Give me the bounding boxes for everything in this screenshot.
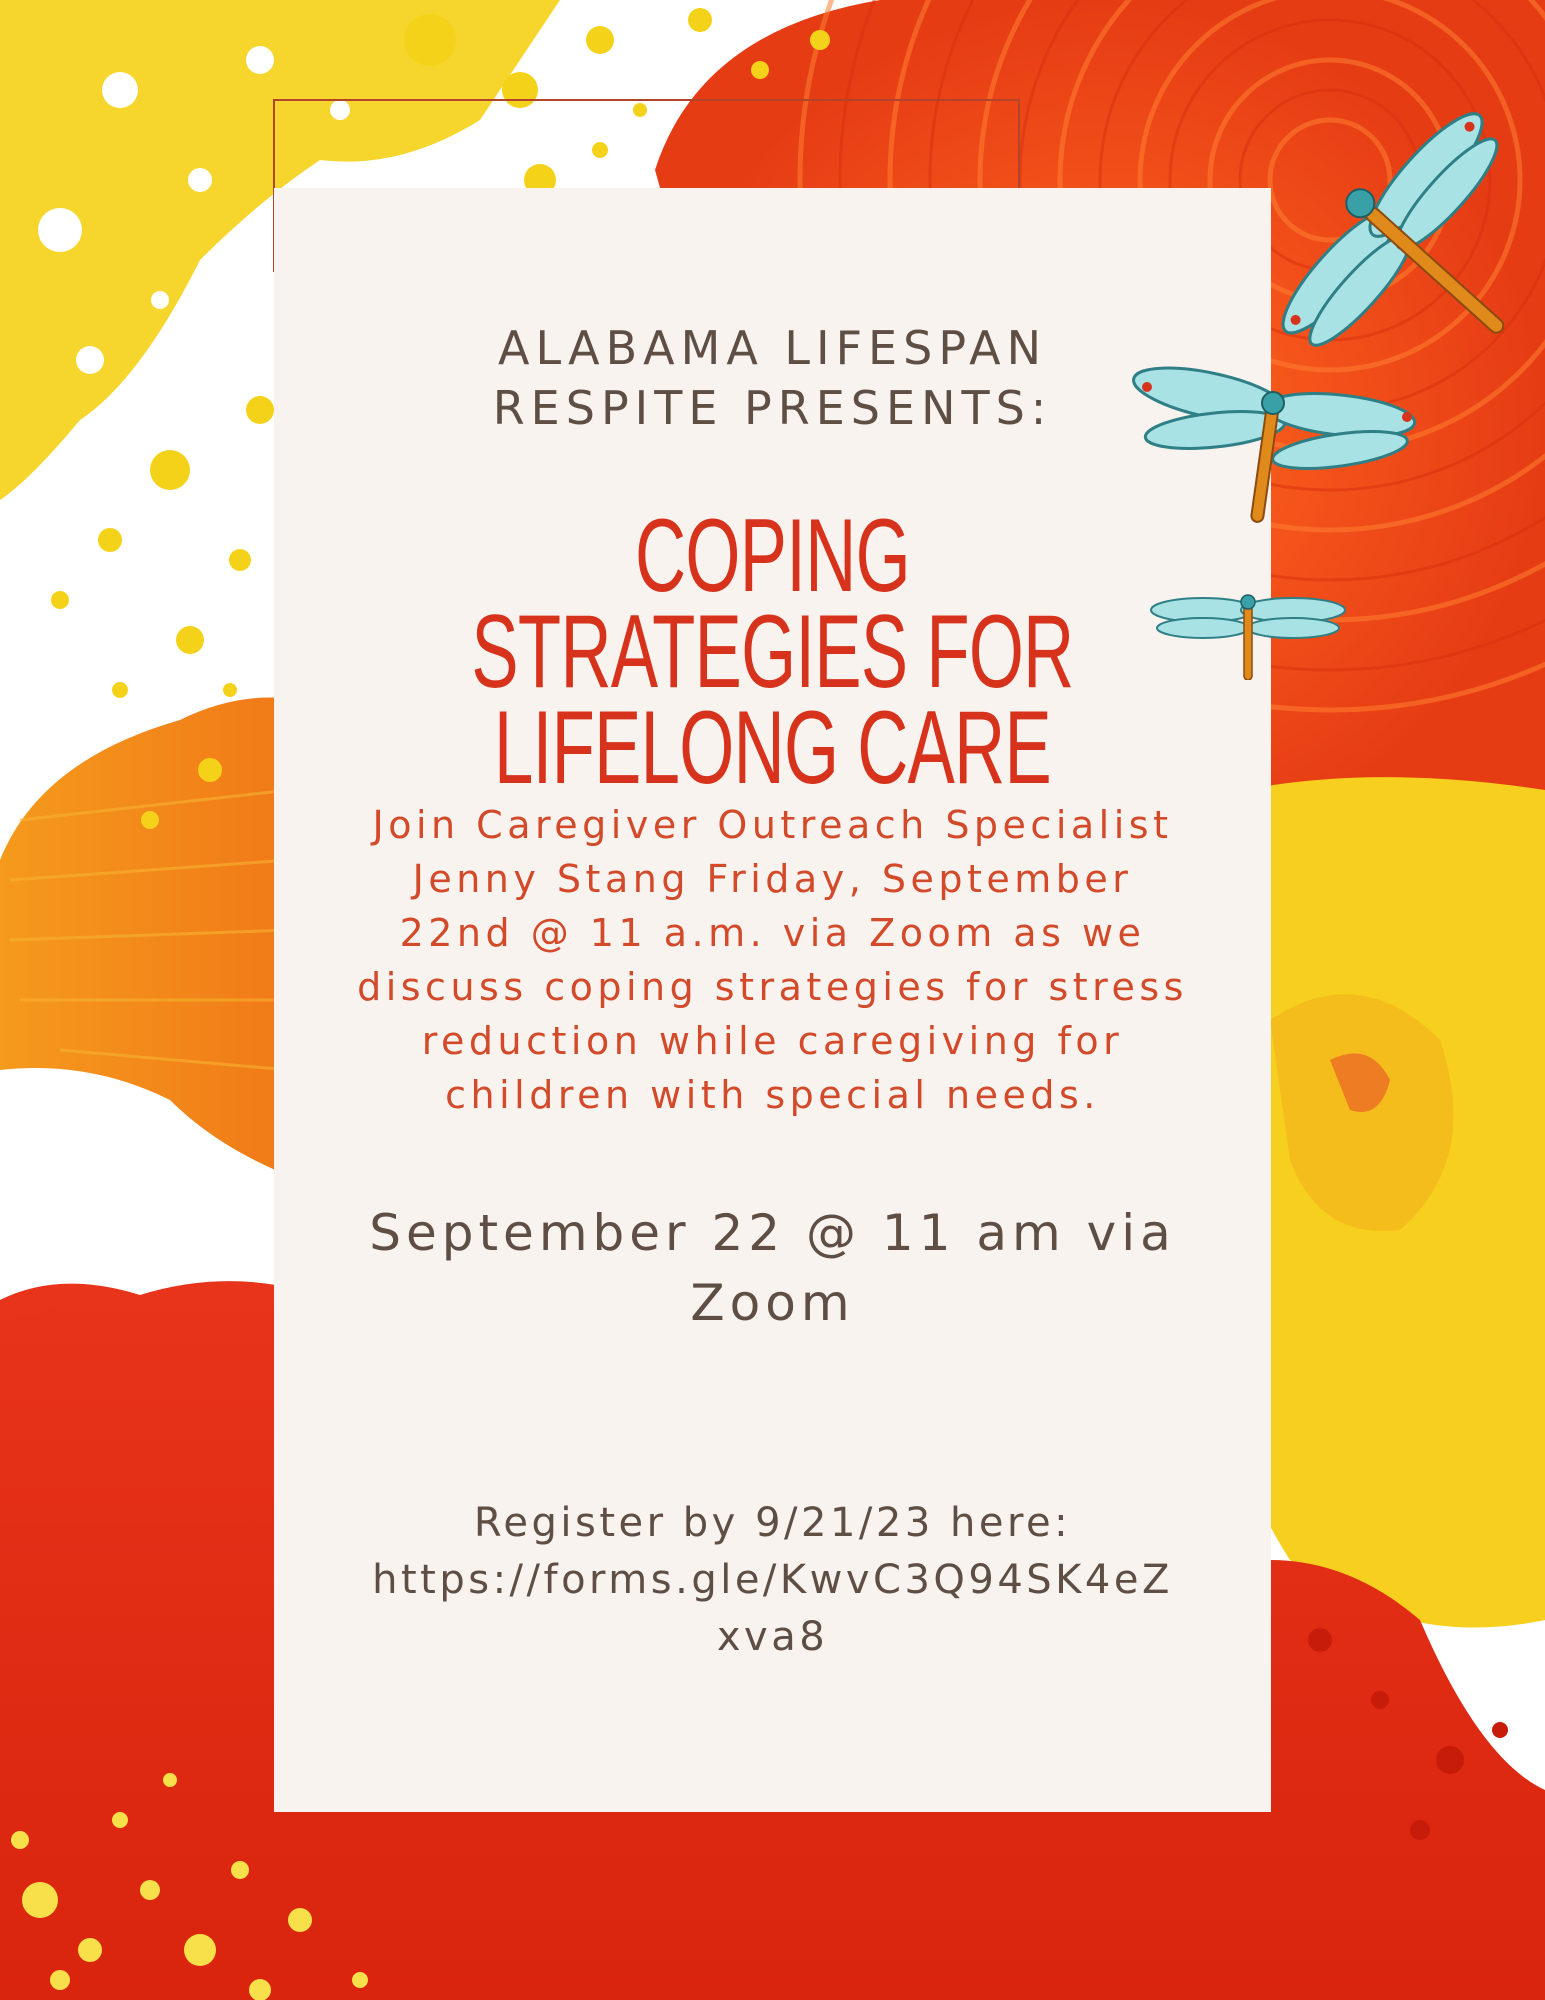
presenter-heading: [274, 318, 1271, 438]
event-description: [274, 798, 1271, 1122]
description-line-6: children with special needs.: [445, 1073, 1100, 1117]
title-line-1: COPING STRATEGIES FOR: [471, 498, 1074, 710]
description-line-4: discuss coping strategies for stress: [357, 965, 1188, 1009]
event-title: [434, 498, 1112, 806]
datetime-line-1: September 22 @ 11 am via: [369, 1204, 1176, 1262]
description-line-5: reduction while caregiving for: [421, 1019, 1124, 1063]
description-line-3: 22nd @ 11 a.m. via Zoom as we: [399, 911, 1146, 955]
registration-info: [274, 1495, 1271, 1666]
registration-link-end[interactable]: xva8: [716, 1614, 829, 1660]
dragonfly-icon: [1230, 70, 1545, 390]
register-line-1: Register by 9/21/23 here:: [473, 1500, 1072, 1546]
presenter-line-1: ALABAMA LIFESPAN: [497, 321, 1047, 375]
presenter-line-2: RESPITE PRESENTS:: [492, 381, 1053, 435]
dragonfly-icon: [1148, 590, 1348, 680]
event-datetime: [274, 1198, 1271, 1338]
title-line-2: LIFELONG CARE: [493, 690, 1052, 806]
registration-link[interactable]: https://forms.gle/KwvC3Q94SK4eZ: [372, 1557, 1173, 1603]
description-line-1: Join Caregiver Outreach Specialist: [372, 803, 1173, 847]
datetime-line-2: Zoom: [690, 1274, 855, 1332]
description-line-2: Jenny Stang Friday, September: [412, 857, 1133, 901]
dragonfly-icon: [1125, 345, 1435, 525]
